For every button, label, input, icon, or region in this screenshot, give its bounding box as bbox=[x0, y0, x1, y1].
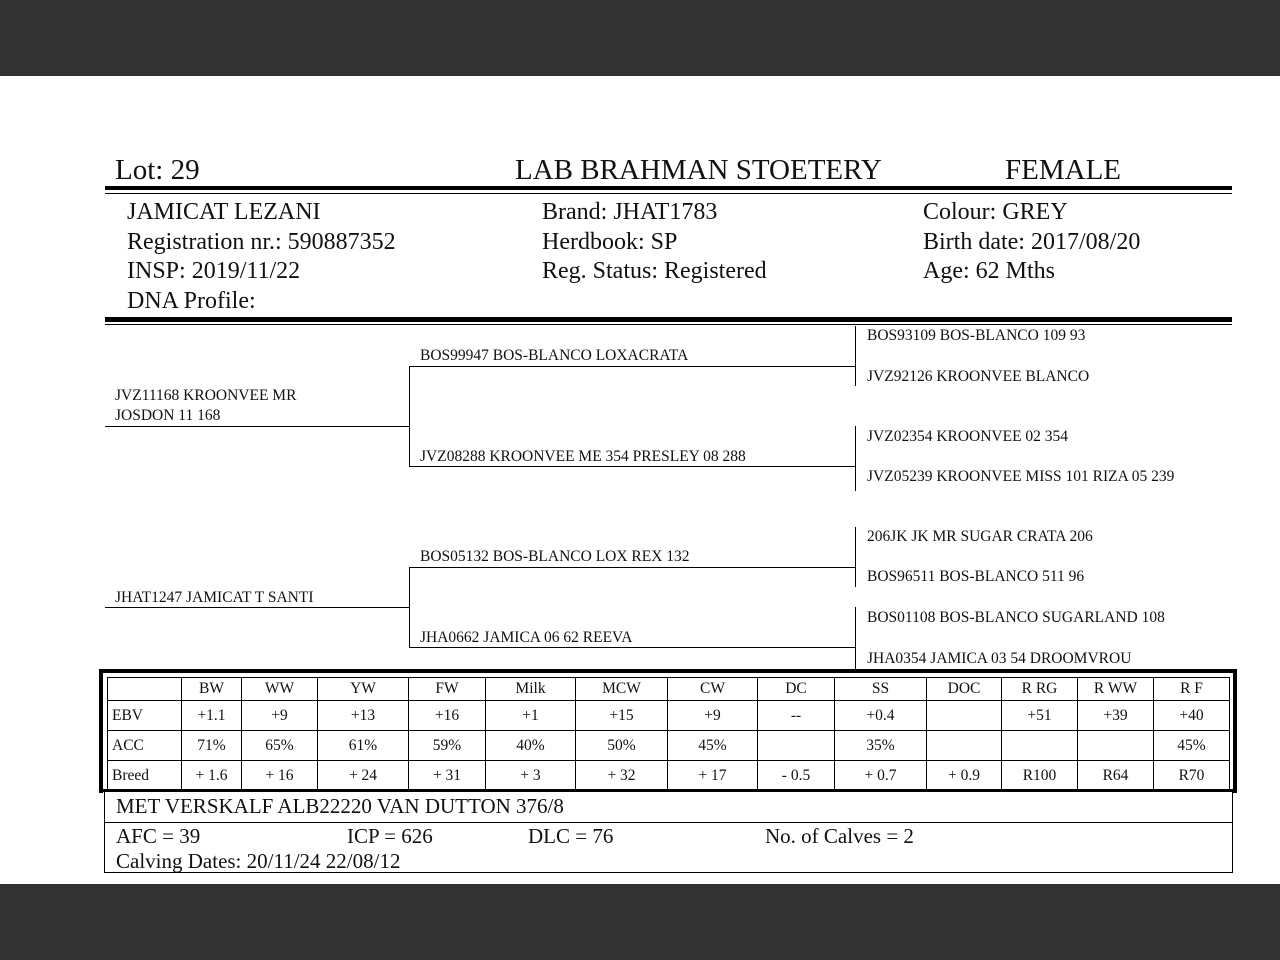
acc-cell bbox=[1002, 731, 1078, 761]
sex-label: FEMALE bbox=[1005, 154, 1121, 186]
dam-bracket bbox=[409, 567, 410, 648]
lot-number: Lot: 29 bbox=[115, 154, 200, 186]
ebv-cell: +0.4 bbox=[835, 701, 927, 731]
animal-name: JAMICAT LEZANI bbox=[127, 199, 321, 225]
ebv-cell: +40 bbox=[1154, 701, 1230, 731]
breed-cell: + 0.9 bbox=[927, 761, 1002, 791]
acc-row bbox=[108, 731, 1230, 761]
breed-cell: + 1.6 bbox=[182, 761, 242, 791]
breed-cell: R100 bbox=[1002, 761, 1078, 791]
acc-cell: 40% bbox=[486, 731, 576, 761]
ebv-header-cell: R F bbox=[1154, 678, 1230, 701]
ebv-row bbox=[108, 701, 1230, 731]
pedigree-gg: 206JK JK MR SUGAR CRATA 206 bbox=[867, 528, 1093, 545]
ebv-row-label: EBV bbox=[108, 701, 182, 731]
gg-bracket-4 bbox=[855, 607, 856, 669]
info-rule-thick bbox=[105, 317, 1232, 322]
acc-cell bbox=[927, 731, 1002, 761]
number-of-calves: No. of Calves = 2 bbox=[765, 824, 914, 848]
pedigree-gg: BOS01108 BOS-BLANCO SUGARLAND 108 bbox=[867, 609, 1165, 626]
pedigree-dam-dam: JHA0662 JAMICA 06 62 REEVA bbox=[420, 629, 633, 646]
breed-cell: + 16 bbox=[242, 761, 318, 791]
ebv-header-cell: MCW bbox=[576, 678, 668, 701]
ebv-header-cell: SS bbox=[835, 678, 927, 701]
gg-bracket-2 bbox=[855, 426, 856, 491]
gg-bracket-1 bbox=[855, 326, 856, 386]
header-rule-thick bbox=[105, 186, 1232, 190]
acc-cell: 50% bbox=[576, 731, 668, 761]
breed-cell: + 24 bbox=[318, 761, 409, 791]
ebv-cell: +13 bbox=[318, 701, 409, 731]
acc-cell: 45% bbox=[668, 731, 758, 761]
calf-note: MET VERSKALF ALB22220 VAN DUTTON 376/8 bbox=[116, 794, 564, 818]
gg-bracket-3 bbox=[855, 527, 856, 587]
ebv-cell: +9 bbox=[668, 701, 758, 731]
calving-dates: Calving Dates: 20/11/24 22/08/12 bbox=[116, 849, 401, 873]
registration-status: Reg. Status: Registered bbox=[542, 258, 767, 284]
ebv-header-cell: DC bbox=[758, 678, 835, 701]
ebv-cell: +1 bbox=[486, 701, 576, 731]
breed-cell: + 0.7 bbox=[835, 761, 927, 791]
afc: AFC = 39 bbox=[116, 824, 201, 848]
ebv-frame-top bbox=[99, 669, 1237, 673]
pedigree-sire-dam: JVZ08288 KROONVEE ME 354 PRESLEY 08 288 bbox=[420, 448, 746, 465]
acc-cell: 45% bbox=[1154, 731, 1230, 761]
acc-cell: 59% bbox=[409, 731, 486, 761]
pedigree-dam: JHAT1247 JAMICAT T SANTI bbox=[115, 589, 314, 606]
age: Age: 62 Mths bbox=[923, 258, 1055, 284]
brand: Brand: JHAT1783 bbox=[542, 199, 718, 225]
breed-row bbox=[108, 761, 1230, 791]
ebv-header-cell: BW bbox=[182, 678, 242, 701]
footer-separator bbox=[104, 822, 1232, 823]
breed-cell: + 3 bbox=[486, 761, 576, 791]
breed-cell: R70 bbox=[1154, 761, 1230, 791]
acc-cell: 65% bbox=[242, 731, 318, 761]
ebv-cell: +1.1 bbox=[182, 701, 242, 731]
pedigree-gg: BOS93109 BOS-BLANCO 109 93 bbox=[867, 327, 1086, 344]
ebv-header-row bbox=[108, 678, 1230, 701]
ebv-cell: +16 bbox=[409, 701, 486, 731]
acc-row-label: ACC bbox=[108, 731, 182, 761]
dna-profile: DNA Profile: bbox=[127, 288, 256, 314]
acc-cell: 71% bbox=[182, 731, 242, 761]
ebv-frame-right bbox=[1233, 669, 1237, 793]
ebv-cell bbox=[927, 701, 1002, 731]
acc-cell: 35% bbox=[835, 731, 927, 761]
dlc: DLC = 76 bbox=[528, 824, 614, 848]
breed-row-label: Breed bbox=[108, 761, 182, 791]
top-dark-band bbox=[0, 0, 1280, 76]
breed-cell: + 32 bbox=[576, 761, 668, 791]
ebv-cell: +9 bbox=[242, 701, 318, 731]
ebv-header-cell: YW bbox=[318, 678, 409, 701]
pedigree-gg: JVZ02354 KROONVEE 02 354 bbox=[867, 428, 1069, 445]
pedigree-sire-sire: BOS99947 BOS-BLANCO LOXACRATA bbox=[420, 347, 689, 364]
ebv-cell: +51 bbox=[1002, 701, 1078, 731]
pedigree-gg: JVZ92126 KROONVEE BLANCO bbox=[867, 368, 1090, 385]
icp: ICP = 626 bbox=[347, 824, 433, 848]
pedigree-gg: JVZ05239 KROONVEE MISS 101 RIZA 05 239 bbox=[867, 468, 1175, 485]
ebv-cell: -- bbox=[758, 701, 835, 731]
ebv-header-cell: WW bbox=[242, 678, 318, 701]
registration-number: Registration nr.: 590887352 bbox=[127, 229, 396, 255]
pedigree-sire: JVZ11168 KROONVEE MR JOSDON 11 168 bbox=[115, 387, 297, 424]
info-rule-thin bbox=[105, 324, 1232, 325]
pedigree-gg: JHA0354 JAMICA 03 54 DROOMVROU bbox=[867, 650, 1132, 667]
inspection-date: INSP: 2019/11/22 bbox=[127, 258, 301, 284]
ebv-cell: +15 bbox=[576, 701, 668, 731]
acc-cell bbox=[1078, 731, 1154, 761]
ebv-header-cell: DOC bbox=[927, 678, 1002, 701]
sire-sire-line bbox=[409, 366, 856, 367]
ebv-header-cell: FW bbox=[409, 678, 486, 701]
acc-cell: 61% bbox=[318, 731, 409, 761]
acc-cell bbox=[758, 731, 835, 761]
breed-cell: + 31 bbox=[409, 761, 486, 791]
ebv-header-cell: R RG bbox=[1002, 678, 1078, 701]
ebv-header-cell: Milk bbox=[486, 678, 576, 701]
ebv-header-cell: R WW bbox=[1078, 678, 1154, 701]
sire-bracket bbox=[409, 366, 410, 467]
ebv-table bbox=[107, 677, 1230, 791]
ebv-header-cell bbox=[108, 678, 182, 701]
ebv-header-cell: CW bbox=[668, 678, 758, 701]
ebv-frame-left bbox=[99, 669, 103, 793]
breed-cell: + 17 bbox=[668, 761, 758, 791]
pedigree-dam-sire: BOS05132 BOS-BLANCO LOX REX 132 bbox=[420, 548, 690, 565]
breeder-name: LAB BRAHMAN STOETERY bbox=[515, 154, 882, 186]
header-rule-thin bbox=[105, 193, 1232, 194]
dam-sire-line bbox=[409, 567, 856, 568]
birth-date: Birth date: 2017/08/20 bbox=[923, 229, 1141, 255]
pedigree-gg: BOS96511 BOS-BLANCO 511 96 bbox=[867, 568, 1085, 585]
herdbook: Herdbook: SP bbox=[542, 229, 678, 255]
colour: Colour: GREY bbox=[923, 199, 1068, 225]
breed-cell: R64 bbox=[1078, 761, 1154, 791]
breed-cell: - 0.5 bbox=[758, 761, 835, 791]
bottom-dark-band bbox=[0, 884, 1280, 960]
sire-line bbox=[105, 426, 410, 427]
ebv-cell: +39 bbox=[1078, 701, 1154, 731]
